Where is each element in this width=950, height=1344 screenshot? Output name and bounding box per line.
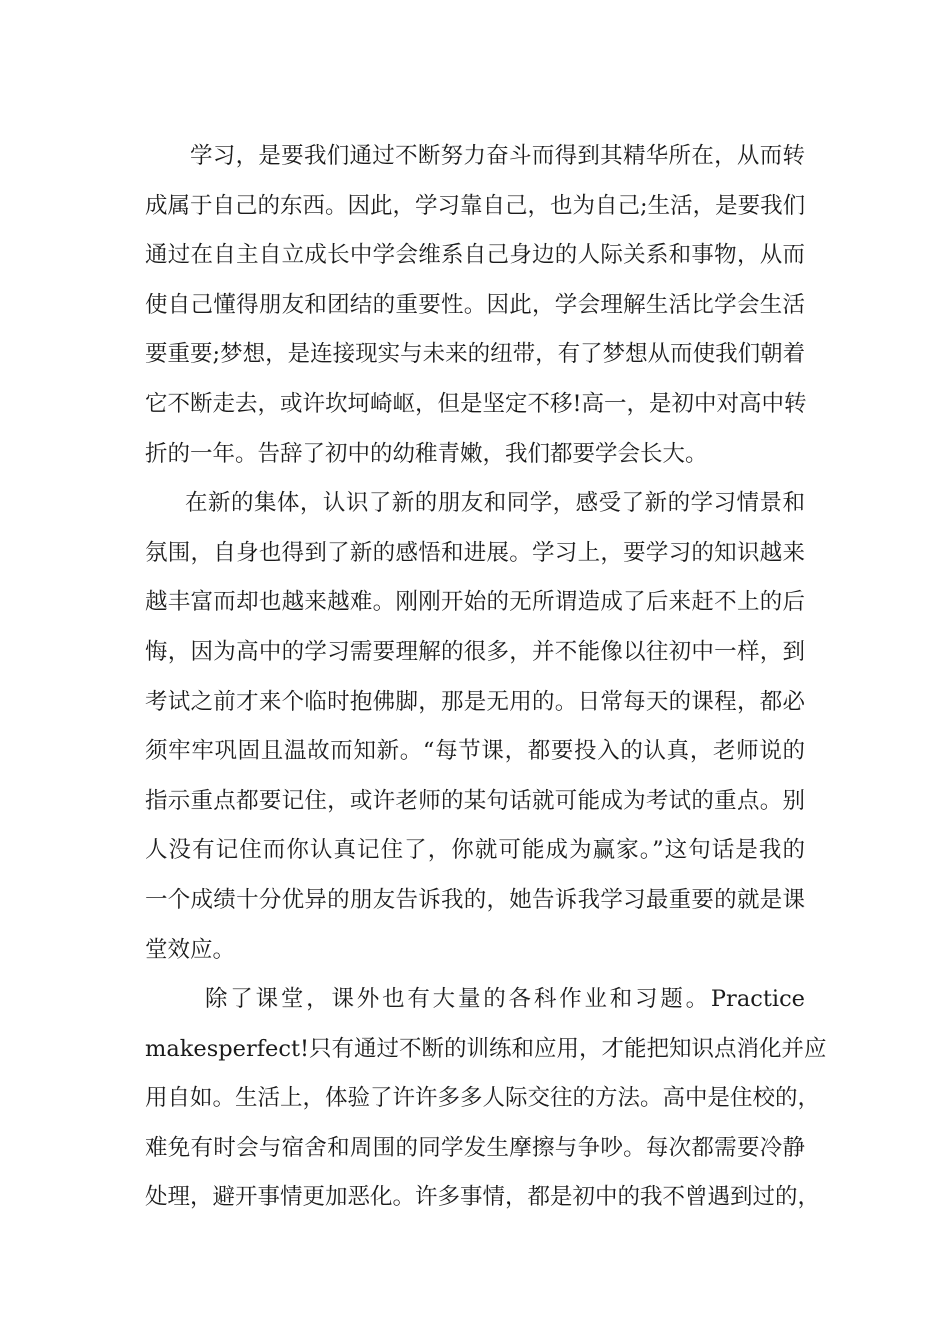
text-line: 氛围，自身也得到了新的感悟和进展。学习上，要学习的知识越来	[145, 539, 805, 566]
text-line: 须牢牢巩固且温故而知新。“每节课，都要投入的认真，老师说的	[145, 738, 805, 765]
text-line: 用自如。生活上，体验了许许多多人际交往的方法。高中是住校的，	[145, 1085, 821, 1112]
text-line: 考试之前才来个临时抱佛脚，那是无用的。日常每天的课程，都必	[145, 688, 805, 715]
text-line: 处理，避开事情更加恶化。许多事情，都是初中的我不曾遇到过的，	[145, 1184, 821, 1211]
text-line: 越丰富而却也越来越难。刚刚开始的无所谓造成了后来赶不上的后	[145, 589, 805, 616]
text-line: 成属于自己的东西。因此，学习靠自己，也为自己;生活，是要我们	[145, 192, 806, 219]
paragraph-2	[145, 479, 805, 975]
text-line: 指示重点都要记住，或许老师的某句话就可能成为考试的重点。别	[145, 787, 805, 814]
text-line: makesperfect!只有通过不断的训练和应用，才能把知识点消化并应	[145, 1035, 827, 1062]
text-line: 一个成绩十分优异的朋友告诉我的，她告诉我学习最重要的就是课	[145, 886, 805, 913]
text-line: 除了课堂，课外也有大量的各科作业和习题。Practice	[205, 986, 805, 1013]
text-line: 折的一年。告辞了初中的幼稚青嫩，我们都要学会长大。	[145, 440, 708, 467]
text-line: 难免有时会与宿舍和周围的同学发生摩擦与争吵。每次都需要冷静	[145, 1134, 805, 1161]
text-line: 悔，因为高中的学习需要理解的很多，并不能像以往初中一样，到	[145, 638, 805, 665]
text-line: 堂效应。	[145, 936, 236, 963]
document-body	[145, 132, 827, 1223]
text-line: 在新的集体，认识了新的朋友和同学，感受了新的学习情景和	[185, 490, 805, 517]
text-line: 要重要;梦想，是连接现实与未来的纽带，有了梦想从而使我们朝着	[145, 341, 806, 368]
text-line: 人没有记住而你认真记住了，你就可能成为赢家。”这句话是我的	[145, 837, 805, 864]
text-line: 通过在自主自立成长中学会维系自己身边的人际关系和事物，从而	[145, 242, 805, 269]
paragraph-1	[145, 132, 805, 479]
text-line: 学习，是要我们通过不断努力奋斗而得到其精华所在，从而转	[190, 143, 805, 169]
paragraph-3	[145, 975, 827, 1223]
text-line: 使自己懂得朋友和团结的重要性。因此，学会理解生活比学会生活	[145, 291, 805, 318]
text-line: 它不断走去，或许坎坷崎岖，但是坚定不移!高一，是初中对高中转	[145, 390, 807, 417]
